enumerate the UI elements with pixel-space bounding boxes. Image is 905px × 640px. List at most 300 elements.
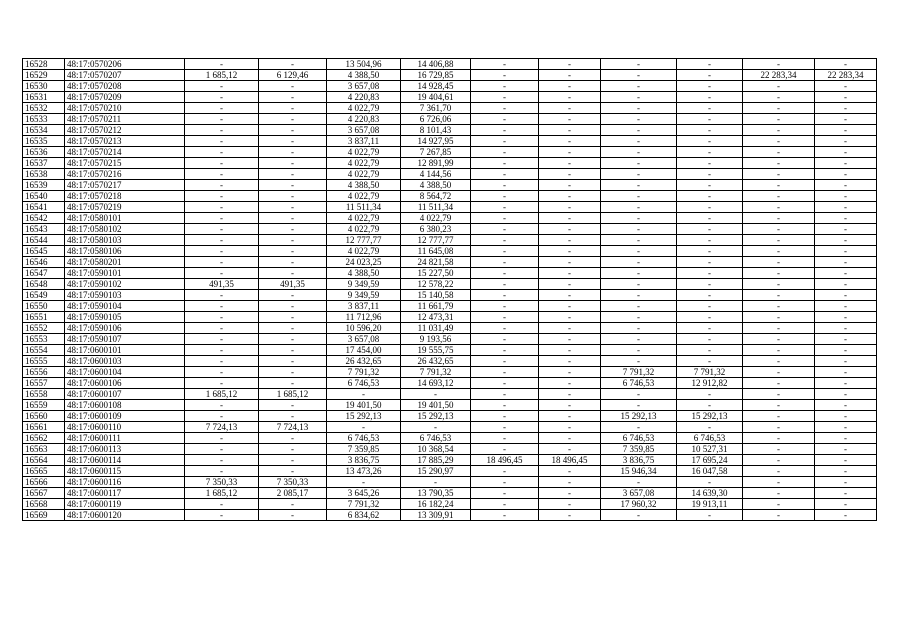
value-col-10-cell: -: [815, 59, 877, 70]
value-col-9-cell: -: [743, 92, 815, 103]
value-col-7-cell: -: [601, 323, 677, 334]
value-col-3-cell: 4 388,50: [327, 70, 401, 81]
row-number-cell: 16540: [23, 191, 65, 202]
value-col-4-cell: 7 267,85: [401, 147, 471, 158]
value-col-8-cell: 7 791,32: [677, 367, 743, 378]
value-col-2-cell: -: [259, 290, 327, 301]
value-col-8-cell: -: [677, 290, 743, 301]
value-col-10-cell: -: [815, 499, 877, 510]
value-col-4-cell: 24 821,58: [401, 257, 471, 268]
value-col-5-cell: -: [471, 257, 539, 268]
value-col-5-cell: -: [471, 147, 539, 158]
row-number-cell: 16568: [23, 499, 65, 510]
value-col-9-cell: -: [743, 59, 815, 70]
row-number-cell: 16562: [23, 433, 65, 444]
value-col-4-cell: 8 564,72: [401, 191, 471, 202]
value-col-7-cell: -: [601, 70, 677, 81]
value-col-3-cell: 13 504,96: [327, 59, 401, 70]
cadastral-number-cell: 48:17:0570212: [65, 125, 185, 136]
table-row: [23, 389, 877, 400]
value-col-7-cell: 15 946,34: [601, 466, 677, 477]
value-col-3-cell: 4 220,83: [327, 114, 401, 125]
value-col-3-cell: 3 836,75: [327, 455, 401, 466]
value-col-1-cell: -: [185, 323, 259, 334]
cadastral-number-cell: 48:17:0570206: [65, 59, 185, 70]
cadastral-number-cell: 48:17:0580103: [65, 235, 185, 246]
value-col-1-cell: 1 685,12: [185, 389, 259, 400]
table-row: [23, 378, 877, 389]
value-col-3-cell: 4 022,79: [327, 103, 401, 114]
value-col-4-cell: 19 401,50: [401, 400, 471, 411]
value-col-8-cell: 12 912,82: [677, 378, 743, 389]
row-number-cell: 16545: [23, 246, 65, 257]
table-row: [23, 257, 877, 268]
value-col-2-cell: -: [259, 235, 327, 246]
value-col-6-cell: -: [539, 191, 601, 202]
value-col-4-cell: 15 290,97: [401, 466, 471, 477]
value-col-3-cell: 4 022,79: [327, 213, 401, 224]
table-row: [23, 444, 877, 455]
value-col-2-cell: -: [259, 411, 327, 422]
value-col-1-cell: -: [185, 125, 259, 136]
value-col-7-cell: -: [601, 345, 677, 356]
value-col-10-cell: -: [815, 345, 877, 356]
value-col-9-cell: -: [743, 378, 815, 389]
value-col-8-cell: -: [677, 356, 743, 367]
value-col-7-cell: -: [601, 334, 677, 345]
value-col-10-cell: -: [815, 158, 877, 169]
value-col-4-cell: 16 182,24: [401, 499, 471, 510]
value-col-3-cell: 17 454,00: [327, 345, 401, 356]
value-col-8-cell: 10 527,31: [677, 444, 743, 455]
row-number-cell: 16531: [23, 92, 65, 103]
row-number-cell: 16569: [23, 510, 65, 521]
value-col-3-cell: 10 596,20: [327, 323, 401, 334]
value-col-3-cell: 4 022,79: [327, 169, 401, 180]
row-number-cell: 16564: [23, 455, 65, 466]
value-col-8-cell: -: [677, 389, 743, 400]
value-col-8-cell: -: [677, 422, 743, 433]
value-col-7-cell: -: [601, 257, 677, 268]
value-col-4-cell: 15 292,13: [401, 411, 471, 422]
value-col-2-cell: -: [259, 92, 327, 103]
cadastral-number-cell: 48:17:0570218: [65, 191, 185, 202]
row-number-cell: 16529: [23, 70, 65, 81]
value-col-6-cell: -: [539, 345, 601, 356]
value-col-8-cell: 15 292,13: [677, 411, 743, 422]
value-col-7-cell: 3 836,75: [601, 455, 677, 466]
value-col-6-cell: -: [539, 400, 601, 411]
value-col-3-cell: 3 645,26: [327, 488, 401, 499]
value-col-9-cell: -: [743, 191, 815, 202]
value-col-5-cell: -: [471, 488, 539, 499]
value-col-2-cell: 2 085,17: [259, 488, 327, 499]
row-number-cell: 16558: [23, 389, 65, 400]
row-number-cell: 16544: [23, 235, 65, 246]
value-col-4-cell: -: [401, 477, 471, 488]
value-col-10-cell: -: [815, 257, 877, 268]
value-col-10-cell: -: [815, 378, 877, 389]
row-number-cell: 16566: [23, 477, 65, 488]
value-col-6-cell: -: [539, 312, 601, 323]
value-col-5-cell: -: [471, 400, 539, 411]
row-number-cell: 16542: [23, 213, 65, 224]
value-col-3-cell: 4 388,50: [327, 180, 401, 191]
value-col-8-cell: -: [677, 136, 743, 147]
value-col-3-cell: 13 473,26: [327, 466, 401, 477]
value-col-5-cell: -: [471, 213, 539, 224]
value-col-6-cell: -: [539, 114, 601, 125]
value-col-10-cell: -: [815, 180, 877, 191]
value-col-9-cell: -: [743, 477, 815, 488]
value-col-1-cell: -: [185, 400, 259, 411]
value-col-1-cell: -: [185, 92, 259, 103]
row-number-cell: 16549: [23, 290, 65, 301]
value-col-8-cell: -: [677, 147, 743, 158]
cadastral-number-cell: 48:17:0600111: [65, 433, 185, 444]
value-col-8-cell: 17 695,24: [677, 455, 743, 466]
table-row: [23, 312, 877, 323]
row-number-cell: 16533: [23, 114, 65, 125]
cadastral-number-cell: 48:17:0570217: [65, 180, 185, 191]
value-col-10-cell: -: [815, 136, 877, 147]
cadastral-number-cell: 48:17:0600119: [65, 499, 185, 510]
value-col-4-cell: 13 309,91: [401, 510, 471, 521]
value-col-1-cell: -: [185, 103, 259, 114]
value-col-6-cell: -: [539, 158, 601, 169]
value-col-3-cell: 4 022,79: [327, 191, 401, 202]
value-col-2-cell: -: [259, 378, 327, 389]
value-col-6-cell: -: [539, 477, 601, 488]
value-col-9-cell: 22 283,34: [743, 70, 815, 81]
value-col-4-cell: 14 927,95: [401, 136, 471, 147]
value-col-3-cell: 3 657,08: [327, 334, 401, 345]
cadastral-number-cell: 48:17:0570210: [65, 103, 185, 114]
value-col-7-cell: -: [601, 290, 677, 301]
value-col-3-cell: 11 712,96: [327, 312, 401, 323]
value-col-5-cell: -: [471, 81, 539, 92]
value-col-2-cell: -: [259, 191, 327, 202]
value-col-6-cell: -: [539, 367, 601, 378]
value-col-8-cell: -: [677, 312, 743, 323]
value-col-8-cell: 16 047,58: [677, 466, 743, 477]
table-row: [23, 125, 877, 136]
value-col-9-cell: -: [743, 389, 815, 400]
value-col-2-cell: -: [259, 213, 327, 224]
value-col-10-cell: -: [815, 125, 877, 136]
row-number-cell: 16556: [23, 367, 65, 378]
table-row: [23, 202, 877, 213]
value-col-5-cell: 18 496,45: [471, 455, 539, 466]
value-col-2-cell: -: [259, 444, 327, 455]
value-col-4-cell: 4 144,56: [401, 169, 471, 180]
value-col-3-cell: 6 834,62: [327, 510, 401, 521]
value-col-3-cell: 9 349,59: [327, 279, 401, 290]
value-col-5-cell: -: [471, 345, 539, 356]
value-col-7-cell: -: [601, 103, 677, 114]
value-col-6-cell: -: [539, 257, 601, 268]
value-col-1-cell: -: [185, 169, 259, 180]
table-row: [23, 224, 877, 235]
value-col-1-cell: -: [185, 257, 259, 268]
value-col-1-cell: -: [185, 345, 259, 356]
value-col-1-cell: -: [185, 114, 259, 125]
value-col-2-cell: 7 724,13: [259, 422, 327, 433]
value-col-9-cell: -: [743, 213, 815, 224]
value-col-7-cell: 6 746,53: [601, 433, 677, 444]
value-col-5-cell: -: [471, 422, 539, 433]
value-col-3-cell: 15 292,13: [327, 411, 401, 422]
value-col-7-cell: 6 746,53: [601, 378, 677, 389]
value-col-6-cell: -: [539, 444, 601, 455]
value-col-3-cell: -: [327, 422, 401, 433]
value-col-10-cell: -: [815, 147, 877, 158]
value-col-3-cell: 3 657,08: [327, 125, 401, 136]
row-number-cell: 16551: [23, 312, 65, 323]
value-col-1-cell: -: [185, 411, 259, 422]
value-col-9-cell: -: [743, 367, 815, 378]
table-row: [23, 345, 877, 356]
row-number-cell: 16536: [23, 147, 65, 158]
cadastral-number-cell: 48:17:0590104: [65, 301, 185, 312]
value-col-8-cell: -: [677, 235, 743, 246]
value-col-2-cell: 1 685,12: [259, 389, 327, 400]
value-col-6-cell: -: [539, 488, 601, 499]
value-col-3-cell: 6 746,53: [327, 378, 401, 389]
cadastral-data-table: [22, 58, 877, 521]
value-col-6-cell: -: [539, 224, 601, 235]
value-col-10-cell: -: [815, 466, 877, 477]
value-col-4-cell: 6 380,23: [401, 224, 471, 235]
cadastral-number-cell: 48:17:0600101: [65, 345, 185, 356]
value-col-2-cell: -: [259, 433, 327, 444]
value-col-9-cell: -: [743, 510, 815, 521]
value-col-4-cell: 14 928,45: [401, 81, 471, 92]
row-number-cell: 16560: [23, 411, 65, 422]
value-col-10-cell: -: [815, 169, 877, 180]
value-col-4-cell: -: [401, 389, 471, 400]
value-col-10-cell: -: [815, 367, 877, 378]
value-col-8-cell: -: [677, 191, 743, 202]
value-col-9-cell: -: [743, 169, 815, 180]
value-col-8-cell: -: [677, 114, 743, 125]
value-col-7-cell: 7 359,85: [601, 444, 677, 455]
cadastral-number-cell: 48:17:0600113: [65, 444, 185, 455]
cadastral-number-cell: 48:17:0570216: [65, 169, 185, 180]
value-col-4-cell: 17 885,29: [401, 455, 471, 466]
cadastral-number-cell: 48:17:0570213: [65, 136, 185, 147]
value-col-8-cell: 14 639,30: [677, 488, 743, 499]
table-row: [23, 301, 877, 312]
value-col-8-cell: -: [677, 477, 743, 488]
value-col-2-cell: -: [259, 268, 327, 279]
value-col-4-cell: 6 746,53: [401, 433, 471, 444]
value-col-1-cell: -: [185, 81, 259, 92]
value-col-9-cell: -: [743, 466, 815, 477]
value-col-4-cell: 12 891,99: [401, 158, 471, 169]
value-col-7-cell: -: [601, 510, 677, 521]
value-col-6-cell: -: [539, 92, 601, 103]
value-col-1-cell: -: [185, 378, 259, 389]
value-col-7-cell: 3 657,08: [601, 488, 677, 499]
value-col-3-cell: 4 220,83: [327, 92, 401, 103]
value-col-7-cell: -: [601, 147, 677, 158]
value-col-6-cell: -: [539, 411, 601, 422]
value-col-8-cell: -: [677, 224, 743, 235]
table-row: [23, 235, 877, 246]
value-col-7-cell: -: [601, 59, 677, 70]
value-col-7-cell: 15 292,13: [601, 411, 677, 422]
cadastral-number-cell: 48:17:0600109: [65, 411, 185, 422]
value-col-7-cell: -: [601, 125, 677, 136]
cadastral-number-cell: 48:17:0600108: [65, 400, 185, 411]
value-col-9-cell: -: [743, 290, 815, 301]
value-col-5-cell: -: [471, 356, 539, 367]
cadastral-number-cell: 48:17:0590101: [65, 268, 185, 279]
value-col-5-cell: -: [471, 169, 539, 180]
value-col-5-cell: -: [471, 444, 539, 455]
value-col-6-cell: -: [539, 103, 601, 114]
row-number-cell: 16547: [23, 268, 65, 279]
value-col-3-cell: 3 657,08: [327, 81, 401, 92]
value-col-2-cell: -: [259, 312, 327, 323]
value-col-3-cell: 4 022,79: [327, 224, 401, 235]
value-col-6-cell: -: [539, 356, 601, 367]
value-col-10-cell: -: [815, 312, 877, 323]
value-col-7-cell: -: [601, 213, 677, 224]
value-col-8-cell: -: [677, 180, 743, 191]
value-col-5-cell: -: [471, 103, 539, 114]
row-number-cell: 16567: [23, 488, 65, 499]
value-col-8-cell: -: [677, 125, 743, 136]
table-body: [23, 59, 877, 521]
table-row: [23, 70, 877, 81]
value-col-10-cell: -: [815, 92, 877, 103]
value-col-2-cell: -: [259, 334, 327, 345]
cadastral-number-cell: 48:17:0600117: [65, 488, 185, 499]
value-col-9-cell: -: [743, 147, 815, 158]
value-col-4-cell: 19 404,61: [401, 92, 471, 103]
cadastral-number-cell: 48:17:0590107: [65, 334, 185, 345]
value-col-8-cell: -: [677, 213, 743, 224]
value-col-1-cell: -: [185, 147, 259, 158]
value-col-4-cell: 9 193,56: [401, 334, 471, 345]
table-row: [23, 477, 877, 488]
value-col-4-cell: 11 031,49: [401, 323, 471, 334]
cadastral-number-cell: 48:17:0590102: [65, 279, 185, 290]
table-row: [23, 499, 877, 510]
value-col-10-cell: -: [815, 81, 877, 92]
value-col-1-cell: -: [185, 191, 259, 202]
value-col-8-cell: -: [677, 59, 743, 70]
value-col-1-cell: -: [185, 510, 259, 521]
value-col-3-cell: 24 023,25: [327, 257, 401, 268]
cadastral-number-cell: 48:17:0570219: [65, 202, 185, 213]
value-col-3-cell: 3 837,11: [327, 136, 401, 147]
value-col-9-cell: -: [743, 345, 815, 356]
value-col-2-cell: -: [259, 136, 327, 147]
value-col-7-cell: -: [601, 422, 677, 433]
value-col-7-cell: -: [601, 92, 677, 103]
value-col-5-cell: -: [471, 411, 539, 422]
cadastral-number-cell: 48:17:0570207: [65, 70, 185, 81]
value-col-2-cell: -: [259, 169, 327, 180]
value-col-8-cell: -: [677, 246, 743, 257]
value-col-10-cell: -: [815, 301, 877, 312]
value-col-7-cell: -: [601, 114, 677, 125]
value-col-7-cell: -: [601, 279, 677, 290]
value-col-10-cell: -: [815, 224, 877, 235]
table-row: [23, 290, 877, 301]
value-col-5-cell: -: [471, 301, 539, 312]
value-col-4-cell: 6 726,06: [401, 114, 471, 125]
value-col-2-cell: -: [259, 510, 327, 521]
value-col-4-cell: 16 729,85: [401, 70, 471, 81]
cadastral-number-cell: 48:17:0600115: [65, 466, 185, 477]
cadastral-number-cell: 48:17:0570208: [65, 81, 185, 92]
value-col-4-cell: 15 227,50: [401, 268, 471, 279]
value-col-1-cell: -: [185, 455, 259, 466]
value-col-8-cell: -: [677, 81, 743, 92]
value-col-4-cell: -: [401, 422, 471, 433]
value-col-9-cell: -: [743, 257, 815, 268]
value-col-9-cell: -: [743, 158, 815, 169]
cadastral-number-cell: 48:17:0600116: [65, 477, 185, 488]
table-row: [23, 180, 877, 191]
value-col-5-cell: -: [471, 191, 539, 202]
value-col-6-cell: -: [539, 235, 601, 246]
value-col-7-cell: -: [601, 246, 677, 257]
cadastral-number-cell: 48:17:0580106: [65, 246, 185, 257]
value-col-7-cell: 17 960,32: [601, 499, 677, 510]
value-col-4-cell: 10 368,54: [401, 444, 471, 455]
value-col-3-cell: -: [327, 477, 401, 488]
value-col-9-cell: -: [743, 235, 815, 246]
value-col-8-cell: -: [677, 510, 743, 521]
value-col-10-cell: -: [815, 356, 877, 367]
cadastral-number-cell: 48:17:0580201: [65, 257, 185, 268]
value-col-5-cell: -: [471, 477, 539, 488]
row-number-cell: 16538: [23, 169, 65, 180]
value-col-2-cell: 6 129,46: [259, 70, 327, 81]
value-col-1-cell: -: [185, 224, 259, 235]
value-col-9-cell: -: [743, 499, 815, 510]
cadastral-number-cell: 48:17:0600103: [65, 356, 185, 367]
value-col-3-cell: 4 388,50: [327, 268, 401, 279]
value-col-8-cell: -: [677, 323, 743, 334]
table-row: [23, 279, 877, 290]
value-col-3-cell: 7 791,32: [327, 499, 401, 510]
value-col-6-cell: -: [539, 433, 601, 444]
table-row: [23, 59, 877, 70]
cadastral-number-cell: 48:17:0600114: [65, 455, 185, 466]
value-col-5-cell: -: [471, 70, 539, 81]
value-col-8-cell: 19 913,11: [677, 499, 743, 510]
value-col-2-cell: -: [259, 301, 327, 312]
value-col-10-cell: -: [815, 510, 877, 521]
value-col-9-cell: -: [743, 125, 815, 136]
value-col-7-cell: -: [601, 356, 677, 367]
table-row: [23, 356, 877, 367]
value-col-9-cell: -: [743, 433, 815, 444]
value-col-6-cell: -: [539, 466, 601, 477]
value-col-8-cell: -: [677, 268, 743, 279]
value-col-6-cell: -: [539, 334, 601, 345]
value-col-2-cell: -: [259, 246, 327, 257]
value-col-4-cell: 19 555,75: [401, 345, 471, 356]
value-col-10-cell: -: [815, 191, 877, 202]
value-col-9-cell: -: [743, 323, 815, 334]
